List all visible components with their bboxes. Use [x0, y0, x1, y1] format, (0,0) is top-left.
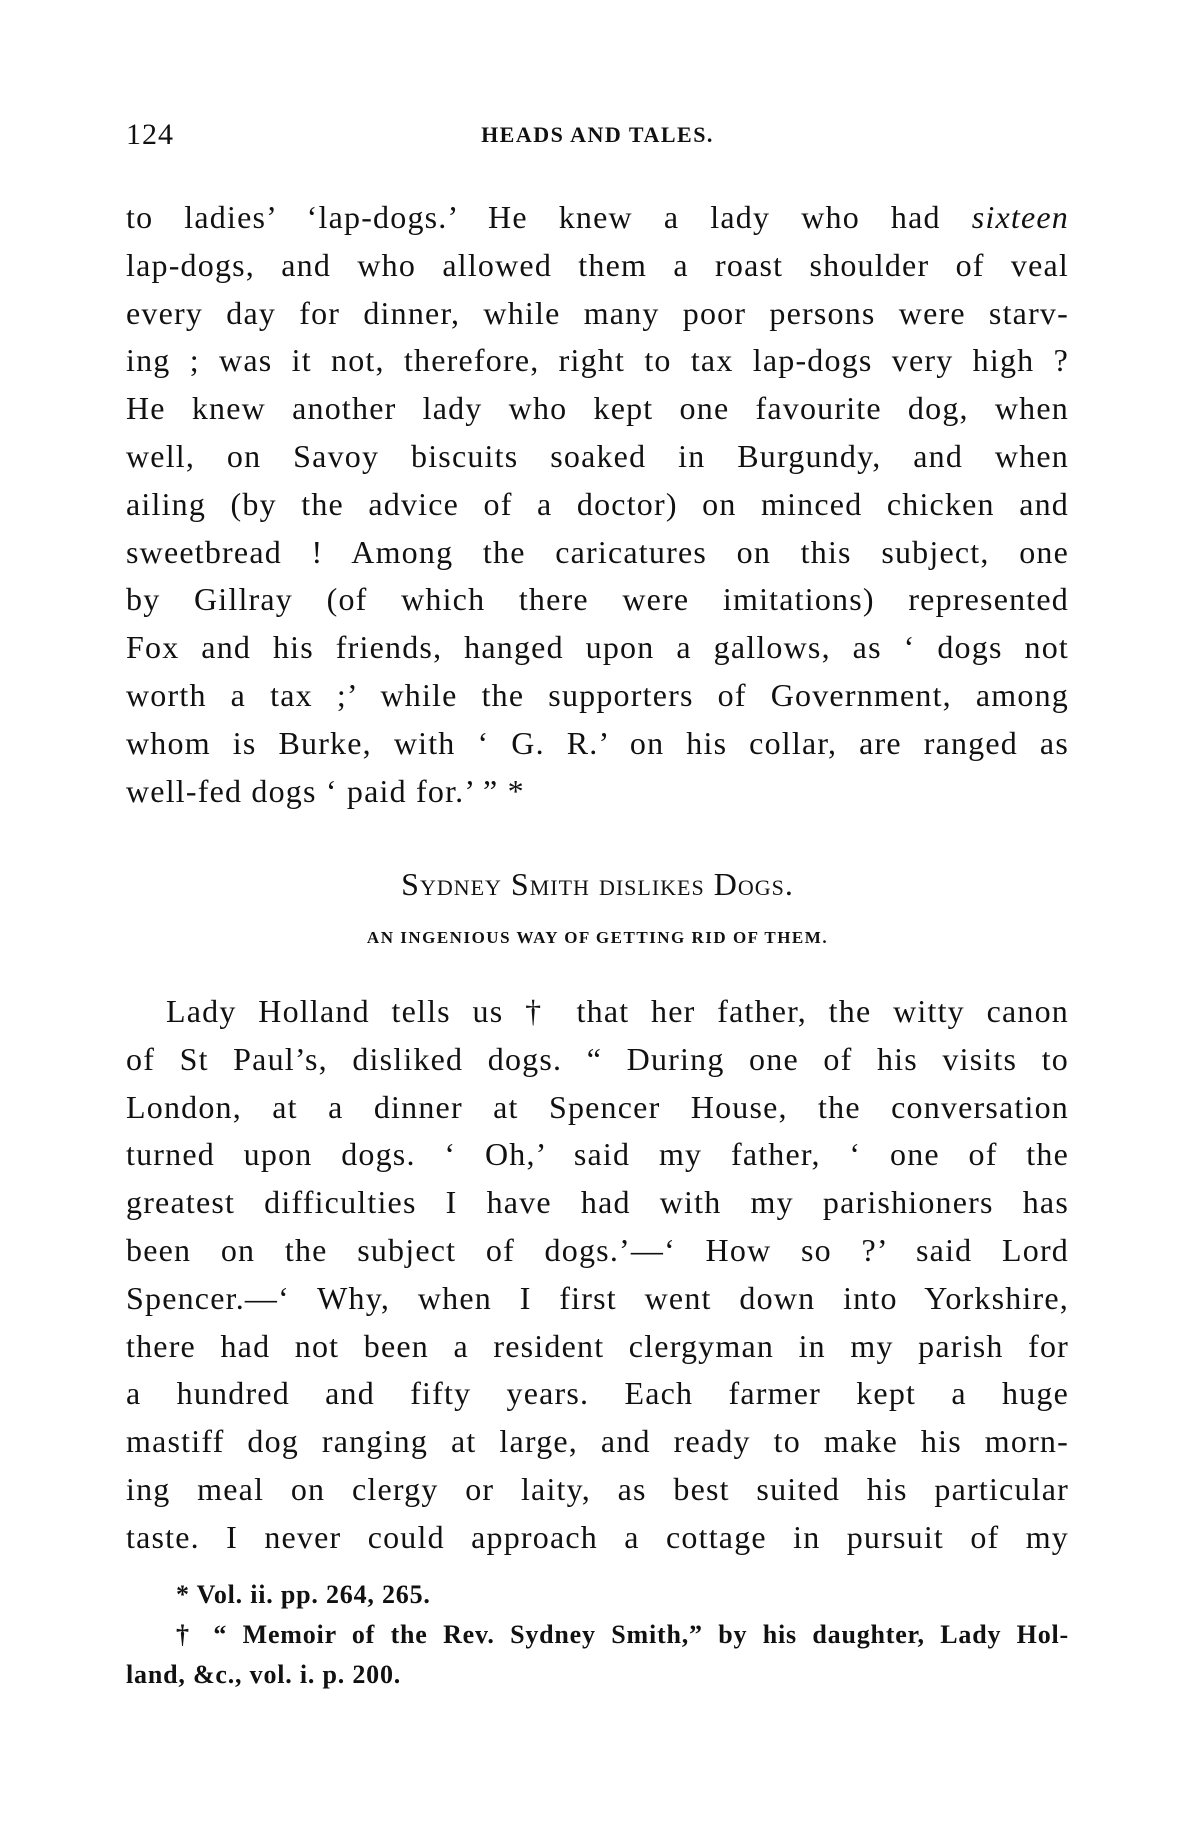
text-line: ing ; was it not, therefore, right to tax lap-dogs very high ?: [126, 342, 1069, 379]
footnotes: [126, 1575, 1069, 1695]
footnote-line: land, &c., vol. i. p. 200.: [126, 1660, 402, 1689]
text-line: well-fed dogs ‘ paid for.’ ” *: [126, 772, 525, 809]
text-line: by Gillray (of which there were imitations) represented: [126, 581, 1069, 618]
text-line: Spencer.—‘ Why, when I first went down into Yorkshire,: [126, 1279, 1069, 1316]
text-line: there had not been a resident clergyman in my parish for: [126, 1327, 1069, 1364]
text-line: ailing (by the advice of a doctor) on minced chicken and: [126, 485, 1069, 522]
text-line: every day for dinner, while many poor persons were starv-: [126, 294, 1069, 331]
footnote-line: † “ Memoir of the Rev. Sydney Smith,” by his daughter, Lady Hol-: [176, 1620, 1069, 1649]
footnote-line: * Vol. ii. pp. 264, 265.: [176, 1580, 431, 1609]
text-line: Lady Holland tells us † that her father, the witty canon: [166, 993, 1069, 1029]
text-line: Fox and his friends, hanged upon a gallows, as ‘ dogs not: [126, 629, 1069, 666]
text-line: to ladies’ ‘lap-dogs.’ He knew a lady who had sixteen: [126, 199, 1069, 235]
text-line: taste. I never could approach a cottage in pursuit of my: [126, 1518, 1069, 1555]
text-line: greatest difficulties I have had with my parishioners has: [126, 1184, 1069, 1221]
section-subheading: AN INGENIOUS WAY OF GETTING RID OF THEM.: [366, 928, 829, 947]
text-line: London, at a dinner at Spencer House, the conversation: [126, 1088, 1069, 1125]
paragraph-2: [126, 988, 1069, 1562]
section-heading: Sydney Smith dislikes Dogs.: [401, 866, 794, 902]
text-line: sweetbread ! Among the caricatures on this subject, one: [126, 533, 1069, 570]
running-title: HEADS AND TALES.: [481, 122, 714, 147]
text-line: whom is Burke, with ‘ G. R.’ on his collar, are ranged as: [126, 724, 1069, 761]
text-line: turned upon dogs. ‘ Oh,’ said my father, ‘ one of the: [126, 1136, 1069, 1173]
text-line: lap-dogs, and who allowed them a roast shoulder of veal: [126, 246, 1069, 283]
text-line: well, on Savoy biscuits soaked in Burgundy, and when: [126, 437, 1069, 474]
text-line: been on the subject of dogs.’—‘ How so ?’ said Lord: [126, 1231, 1069, 1268]
text-line: ing meal on clergy or laity, as best suited his particular: [126, 1470, 1069, 1507]
text-line: of St Paul’s, disliked dogs. “ During one of his visits to: [126, 1040, 1069, 1077]
text-line: a hundred and fifty years. Each farmer kept a huge: [126, 1375, 1069, 1412]
running-header: [126, 115, 1069, 155]
text-line: mastiff dog ranging at large, and ready to make his morn-: [126, 1423, 1069, 1460]
text-line: He knew another lady who kept one favourite dog, when: [126, 390, 1069, 427]
text-line: worth a tax ;’ while the supporters of Government, among: [126, 676, 1069, 713]
page-number: 124: [126, 118, 174, 151]
paragraph-1: [126, 194, 1069, 815]
italic-emphasis: sixteen: [971, 199, 1069, 235]
